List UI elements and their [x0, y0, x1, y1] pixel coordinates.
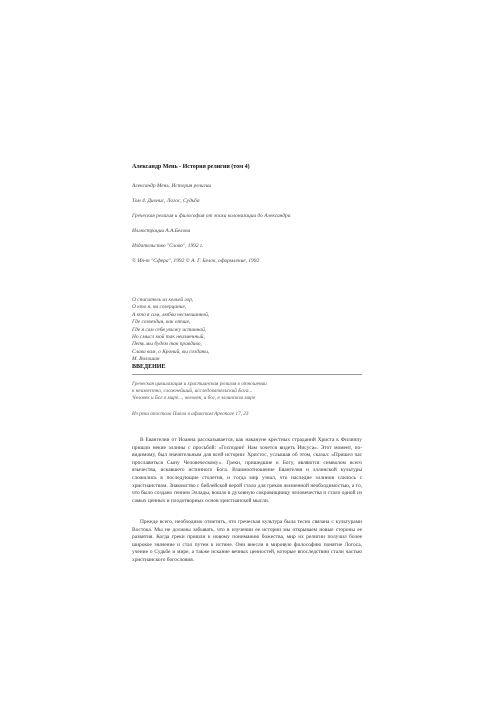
- body-paragraph: В Евангелии от Иоанна рассказывается, как накануне крестных страданий Христа к Филиппу пришли некие эллины с просьбой: «Господин! Нам хочется видеть Иисуса». Этот момент, по-видимому, был значительным для всей истории: Христос, услышав об этом, сказал: «Пришел час прославиться Сыну Человеческому». Греки, пришедшие к Богу, являются символом всего язычества, искавшего истинного Бога. Взаимоотношение Евангелия и эллинской культуры сложились в последующие столетия, и тогда мир узнал, что наследие эллинов слилось с христианством. Знакомство с библейской верой стало для греков жизненной необходимостью, а то, что было создано гением Эллады, вошло в духовную сокровищницу человечества и стало одной из самых ценных и плодотворных основ христианской мысли.: [132, 437, 362, 504]
- poem-line: А кто я сам, любви несмешанной,: [132, 311, 210, 318]
- epigraph-line: Человек и Бог в мире..., человек, и бог, в эллинском мире: [132, 395, 256, 402]
- poem-line: Но смысл мой так неизменный,: [132, 334, 205, 341]
- poem-line: Где созвездия, как отчие,: [132, 319, 191, 326]
- poem-line: Слава вам, о Кроний, вы созданы,: [132, 348, 210, 355]
- divider: [132, 374, 362, 375]
- poem: [132, 297, 209, 364]
- meta-line-subtitle: Греческая религия и философия от эпохи колонизации до Александра: [132, 213, 291, 219]
- poem-line: О кто я, ни созерцание,: [132, 304, 187, 311]
- poem-line: Петь мы будем так правдиво,: [132, 341, 202, 348]
- meta-line-copyright: © Ин-т "Сфера", 1992 © А. Г. Белов, оформление, 1992: [132, 258, 260, 264]
- epigraph-line: Греческая цивилизация и христианская религия в отношении: [132, 381, 267, 387]
- meta-line-volume: Том 4. Дионис, Логос, Судьба: [132, 198, 200, 204]
- meta-line-author-title: Александр Мень. История религии: [132, 183, 212, 189]
- epigraph-source: Из речи апостола Павла в афинском Ареопаге 17, 23: [132, 411, 249, 417]
- poem-line: Где я сам себя увижу истинной,: [132, 326, 207, 333]
- book-title: Александр Мень - История религии (том 4): [132, 164, 250, 170]
- section-heading: ВВЕДЕНИЕ: [132, 364, 166, 370]
- poem-line: О спаситель из кельей гор,: [132, 297, 194, 303]
- epigraph-line: к неизвестно, сложнейший, исследовательский Бога...: [132, 388, 253, 395]
- meta-line-publisher: Издательство "Слово", 1992 г.: [132, 243, 204, 249]
- body-paragraph: Прежде всего, необходимо отметить, что греческая культура была тесно связана с культурами Востока. Мы не должны забывать, что в изучении ее истории мы открываем новые стороны ее развития. Когда греки пришли к новому пониманию божества, мир их религии получил более широкое значение и стал путем к истине. Они внесли в мировую философию понятие Логоса, учение о Судьбе и мире, а также искание вечных ценностей, которые впоследствии стали частью христианского богословия.: [132, 519, 362, 563]
- poem-author: М. Волошин: [132, 356, 160, 363]
- meta-line-illustrations: Иллюстрации А.А.Белова: [132, 228, 191, 234]
- epigraph: [132, 381, 267, 403]
